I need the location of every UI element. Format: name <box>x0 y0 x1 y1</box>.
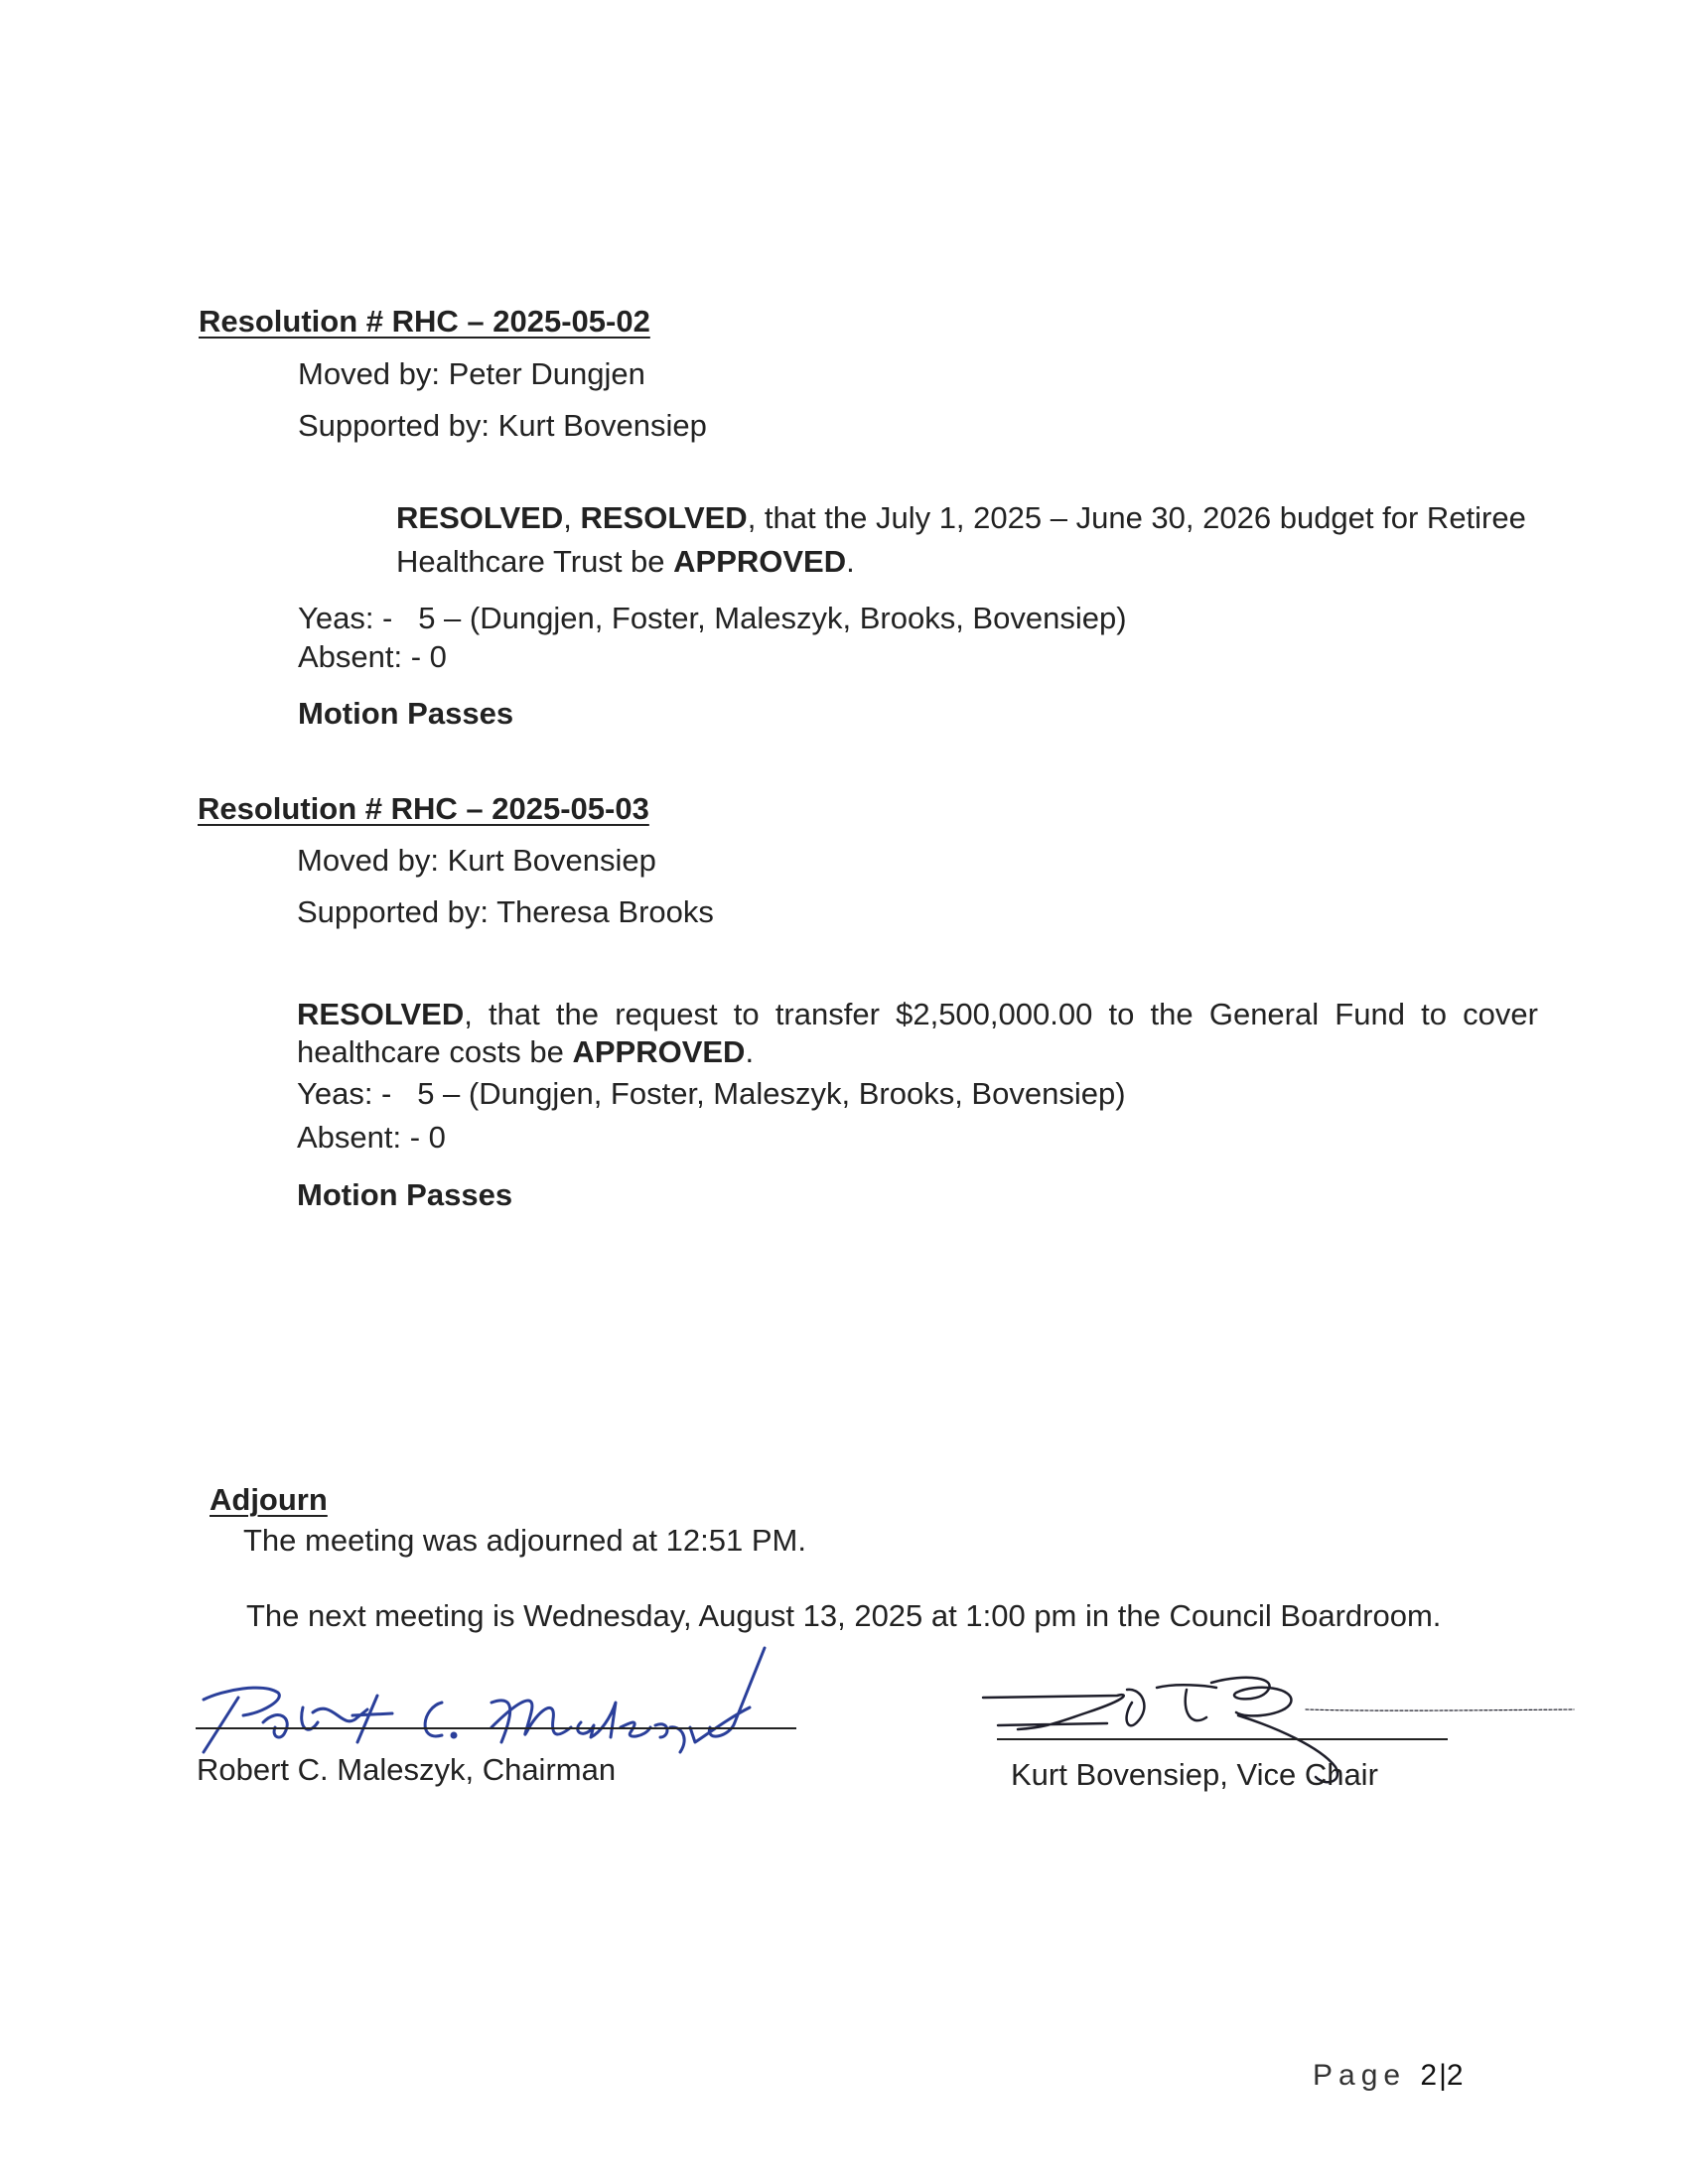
resolved-end: . <box>846 544 855 579</box>
resolution-1-supported-by: Supported by: Kurt Bovensiep <box>298 408 707 443</box>
resolved-outcome: APPROVED <box>572 1034 746 1069</box>
page-label: Page <box>1313 2059 1407 2092</box>
resolution-1-absent: Absent: - 0 <box>298 639 447 674</box>
adjourn-text: The meeting was adjourned at 12:51 PM. <box>243 1523 806 1558</box>
chairman-signature <box>194 1638 829 1757</box>
resolution-1-result: Motion Passes <box>298 696 514 731</box>
resolution-2-yeas: Yeas: - 5 – (Dungjen, Foster, Maleszyk, Brooks, Bovensiep) <box>297 1076 1126 1111</box>
chairman-signature-line <box>196 1727 796 1729</box>
adjourn-heading: Adjourn <box>210 1482 328 1517</box>
resolution-2-resolved-text <box>297 996 1538 1071</box>
resolved-keyword: RESOLVED <box>297 997 465 1031</box>
resolution-1-resolved-text <box>396 496 1627 584</box>
resolved-separator: , <box>563 500 581 535</box>
resolved-keyword: RESOLVED <box>396 500 564 535</box>
vice-chair-signature-line <box>997 1738 1448 1740</box>
page-total: 2 <box>1446 2059 1466 2092</box>
page-number <box>1313 2059 1466 2093</box>
resolution-2-result: Motion Passes <box>297 1177 513 1212</box>
resolution-2-supported-by: Supported by: Theresa Brooks <box>297 894 714 929</box>
resolution-2-moved-by: Moved by: Kurt Bovensiep <box>297 843 656 878</box>
next-meeting-text: The next meeting is Wednesday, August 13, 2025 at 1:00 pm in the Council Boardroom. <box>246 1598 1442 1633</box>
resolution-1-title: Resolution # RHC – 2025-05-02 <box>199 304 650 339</box>
vice-chair-name: Kurt Bovensiep, Vice Chair <box>1011 1757 1378 1792</box>
resolved-keyword-2: RESOLVED <box>580 500 748 535</box>
resolution-1-moved-by: Moved by: Peter Dungjen <box>298 356 645 391</box>
resolved-body: , that the July 1, 2025 – June 30, 2026 budget for Retiree Healthcare Trust be <box>396 500 1526 579</box>
page-separator: | <box>1439 2059 1447 2092</box>
resolved-end: . <box>745 1034 755 1069</box>
resolution-1-yeas: Yeas: - 5 – (Dungjen, Foster, Maleszyk, Brooks, Bovensiep) <box>298 601 1127 635</box>
resolved-outcome: APPROVED <box>673 544 847 579</box>
page-current: 2 <box>1420 2059 1440 2092</box>
resolution-2-title: Resolution # RHC – 2025-05-03 <box>198 791 649 826</box>
resolved-body: , that the request to transfer $2,500,000.00 to the General Fund to cover healthcare costs be <box>297 997 1538 1069</box>
chairman-name: Robert C. Maleszyk, Chairman <box>197 1752 617 1787</box>
resolution-2-absent: Absent: - 0 <box>297 1120 446 1155</box>
